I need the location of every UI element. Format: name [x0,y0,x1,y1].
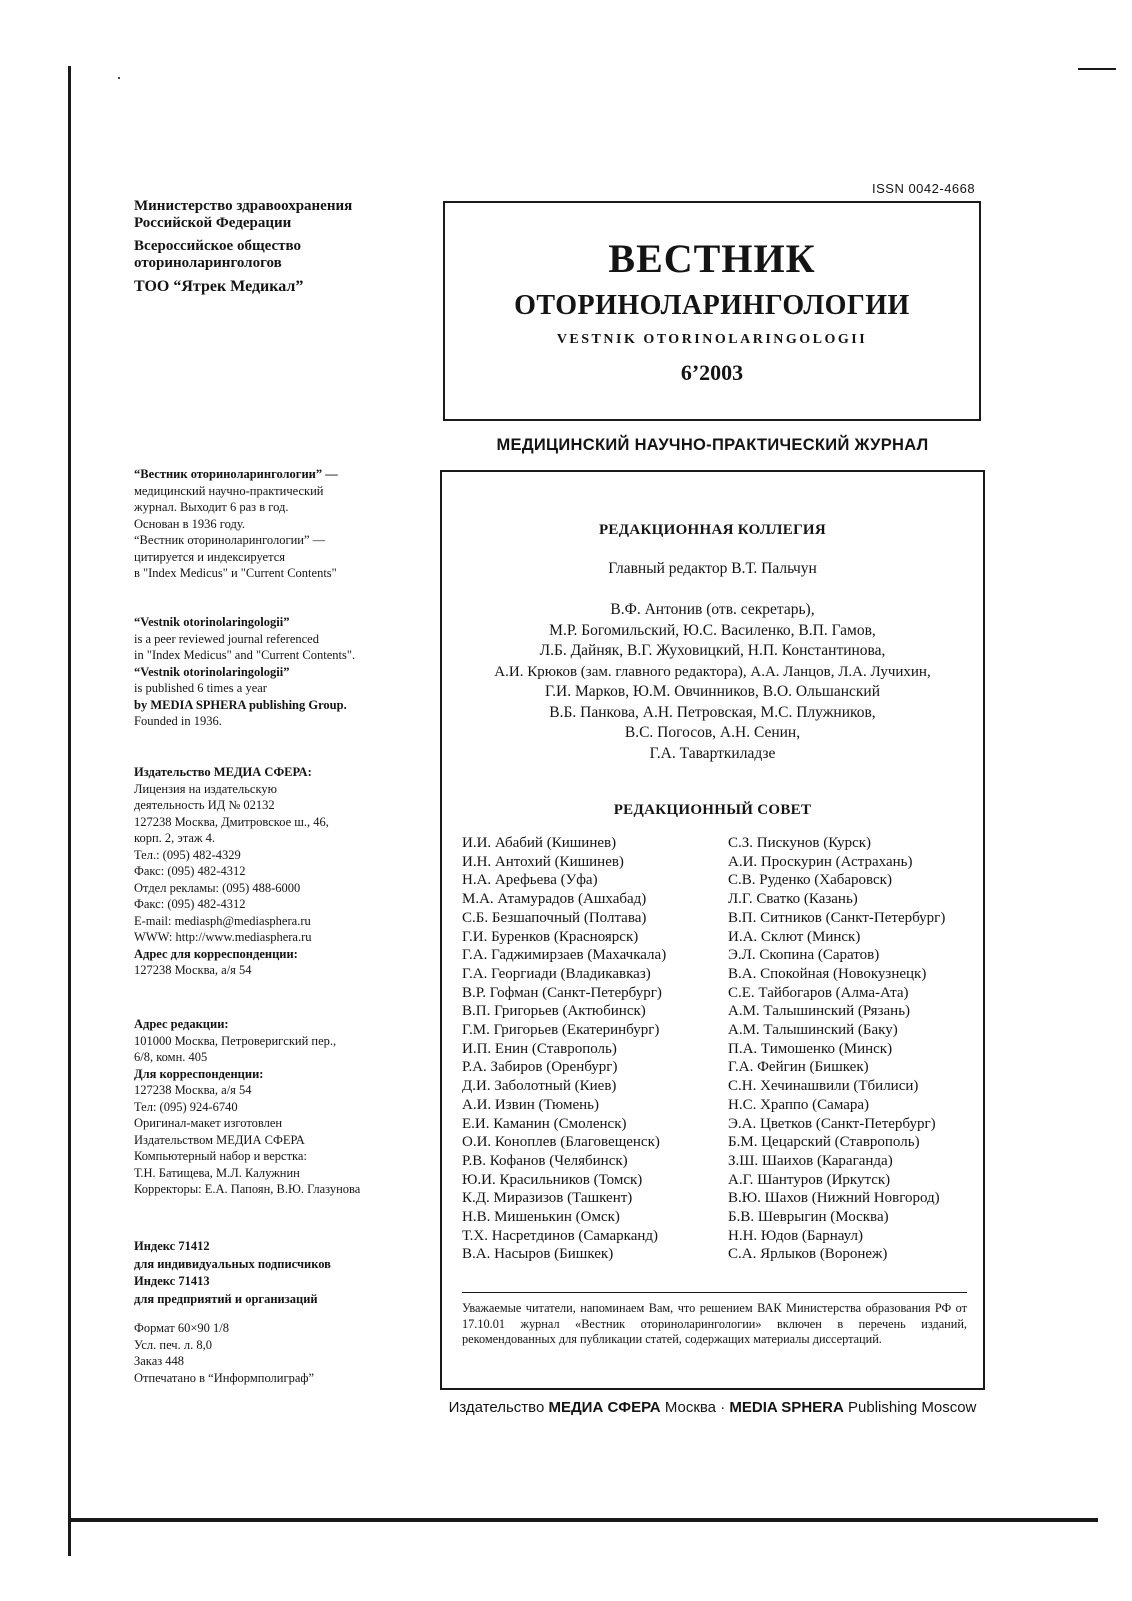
board-members-line: М.Р. Богомильский, Ю.С. Василенко, В.П. Гамов, [549,621,876,639]
council-left-column [462,834,666,1264]
about-en-line: in "Index Medicus" and "Current Contents". [134,648,356,662]
about-ru-line: медицинский научно-практический [134,483,324,498]
publisher-info-line: Факс: (095) 482-4312 [134,897,246,911]
publisher-info-line: 127238 Москва, а/я 54 [134,963,252,977]
board-members-line: В.Б. Панкова, А.Н. Петровская, М.С. Плужников, [549,703,876,721]
issue-number: 6’2003 [680,360,744,385]
council-member: Н.А. Арефьева (Уфа) [462,872,598,889]
board-members-line: В.С. Погосов, А.Н. Сенин, [624,724,801,741]
editorial-address-line: Корректоры: Е.А. Папоян, В.Ю. Глазунова [134,1182,361,1196]
board-members-line: В.Ф. Антонив (отв. секретарь), [610,601,815,618]
council-member: Б.М. Цецарский (Ставрополь) [728,1134,920,1151]
print-info-line: Заказ 448 [134,1354,185,1368]
council-member: О.И. Коноплев (Благовещенск) [462,1134,660,1151]
board-members-line: Г.И. Марков, Ю.М. Овчинников, В.О. Ольшанский [544,683,881,700]
council-member: Н.В. Мишенькин (Омск) [462,1209,620,1226]
council-member: А.И. Извин (Тюмень) [462,1096,599,1113]
about-ru-line: в "Index Medicus" и "Current Contents" [134,566,337,580]
issn-number: ISSN 0042-4668 [872,181,976,196]
editorial-address-line: 6/8, комн. 405 [134,1050,208,1064]
council-member: М.А. Атамурадов (Ашхабад) [462,891,647,908]
print-info-line: Усл. печ. л. 8,0 [134,1337,212,1352]
council-member: С.Б. Безшапочный (Полтава) [462,909,647,926]
index-line: для индивидуальных подписчиков [134,1256,331,1271]
scan-border-bottom [68,1518,1098,1522]
about-ru-line: Основан в 1936 году. [134,516,245,531]
publisher-name-en: MEDIA SPHERA [729,1399,844,1416]
publisher-prefix: Издательство [448,1399,545,1416]
founder-line: ТОО “Ятрек Медикал” [134,278,304,295]
publisher-city-ru: Москва · [664,1399,726,1416]
council-member: З.Ш. Шаихов (Караганда) [728,1152,893,1169]
journal-type: МЕДИЦИНСКИЙ НАУЧНО-ПРАКТИЧЕСКИЙ ЖУРНАЛ [496,436,929,454]
print-info-line: Отпечатано в “Информполиграф” [134,1370,315,1385]
publisher-suffix: Publishing Moscow [848,1399,977,1416]
board-members-line: Г.А. Таварткиладзе [649,744,776,762]
editorial-council-heading: РЕДАКЦИОННЫЙ СОВЕТ [613,802,812,818]
about-en-line: “Vestnik otorinolaringologii” [134,664,290,679]
journal-subtitle: ОТОРИНОЛАРИНГОЛОГИИ [514,290,910,321]
publisher-info-block [134,764,434,979]
about-en-line: by MEDIA SPHERA publishing Group. [134,697,347,712]
publisher-info-line: Отдел рекламы: (095) 488-6000 [134,880,301,895]
editorial-address-line: Оригинал-макет изготовлен [134,1116,283,1130]
council-member: Н.Н. Юдов (Барнаул) [728,1227,863,1244]
founders-block [134,198,434,295]
publisher-info-line: E-mail: mediasph@mediasphera.ru [134,913,311,928]
council-member: В.П. Ситников (Санкт-Петербург) [728,909,946,926]
print-info-block [134,1320,434,1386]
publisher-info-line: Издательство МЕДИА СФЕРА: [134,765,312,779]
about-ru-line: журнал. Выходит 6 раз в год. [134,500,289,514]
journal-latin-title: VESTNIK OTORINOLARINGOLOGII [556,332,868,347]
editorial-address-line: Тел: (095) 924-6740 [134,1099,238,1114]
council-member: В.А. Насыров (Бишкек) [462,1246,614,1263]
council-member: А.И. Проскурин (Астрахань) [728,853,913,870]
subscription-index-block [134,1238,434,1308]
about-en-line: “Vestnik otorinolaringologii” [134,615,290,629]
editorial-address-line: 127238 Москва, а/я 54 [134,1083,252,1097]
journal-title: ВЕСТНИК [608,236,816,281]
council-member: Ю.И. Красильников (Томск) [462,1171,643,1188]
scan-speck [118,77,120,79]
editorial-board-members [442,600,983,764]
editorial-board-heading: РЕДАКЦИОННАЯ КОЛЛЕГИЯ [598,522,827,538]
chief-editor: Главный редактор В.Т. Пальчун [608,560,817,577]
founder-line: Российской Федерации [134,215,292,231]
index-line: Индекс 71412 [134,1239,210,1253]
scan-mark-top-right [1078,68,1116,70]
publisher-name-ru: МЕДИА СФЕРА [548,1399,661,1416]
council-member: Л.Г. Сватко (Казань) [728,891,858,908]
council-member: Н.С. Храппо (Самара) [728,1096,870,1113]
council-member: Д.И. Заболотный (Киев) [462,1078,617,1095]
council-member: И.А. Склют (Минск) [728,928,861,945]
council-member: В.П. Григорьев (Актюбинск) [462,1003,646,1020]
about-en-line: is published 6 times a year [134,681,267,695]
council-member: С.Е. Тайбогаров (Алма-Ата) [728,984,909,1001]
index-line: Индекс 71413 [134,1274,210,1288]
council-member: В.Ю. Шахов (Нижний Новгород) [728,1190,940,1207]
founder-line: Всероссийское общество [134,238,301,254]
council-member: Р.В. Кофанов (Челябинск) [462,1152,628,1169]
about-ru-line: “Вестник оториноларингологии” — [134,467,338,481]
founder-line: оториноларингологов [134,255,282,271]
council-member: В.Р. Гофман (Санкт-Петербург) [462,984,662,1001]
publisher-info-line: Адрес для корреспонденции: [134,946,298,961]
index-line: для предприятий и организаций [134,1291,318,1306]
council-member: Б.В. Шеврыгин (Москва) [728,1209,889,1226]
editorial-address-line: Т.Н. Батищева, М.Л. Калужнин [134,1165,300,1180]
about-en-line: Founded in 1936. [134,714,222,728]
editorial-address-line: Компьютерный набор и верстка: [134,1149,307,1163]
about-ru-line: цитируется и индексируется [134,549,286,564]
council-member: Г.А. Гаджимирзаев (Махачкала) [462,947,667,964]
council-member: С.А. Ярлыков (Воронеж) [728,1246,888,1263]
council-member: А.Г. Шантуров (Иркутск) [728,1171,891,1188]
council-member: Г.М. Григорьев (Екатеринбург) [462,1022,660,1039]
publisher-info-line: WWW: http://www.mediasphera.ru [134,930,312,944]
council-member: С.В. Руденко (Хабаровск) [728,872,892,889]
council-member: Г.А. Георгиади (Владикавказ) [462,965,651,982]
publisher-info-line: Лицензия на издательскую [134,781,277,796]
council-right-column [728,834,945,1264]
masthead-box [443,201,981,421]
council-member: П.А. Тимошенко (Минск) [728,1040,893,1057]
publisher-info-line: корп. 2, этаж 4. [134,831,216,845]
council-member: И.Н. Антохий (Кишинев) [462,853,624,870]
council-member: С.З. Пискунов (Курск) [728,835,872,851]
council-member: Э.Л. Скопина (Саратов) [728,947,880,964]
council-member: С.Н. Хечинашвили (Тбилиси) [728,1078,919,1095]
editorial-board-box [440,470,985,1390]
council-member: А.М. Талышинский (Рязань) [728,1003,911,1020]
council-member: В.А. Спокойная (Новокузнецк) [728,965,927,982]
publisher-info-line: 127238 Москва, Дмитровское ш., 46, [134,814,329,829]
publisher-info-line: Тел.: (095) 482-4329 [134,847,241,862]
board-members-line: Л.Б. Дайняк, В.Г. Жуховицкий, Н.П. Константинова, [539,642,886,659]
board-members-line: А.И. Крюков (зам. главного редактора), А.А. Ланцов, Л.А. Лучихин, [494,663,931,680]
editorial-address-line: Издательством МЕДИА СФЕРА [134,1132,305,1147]
vak-notice: Уважаемые читатели, напоминаем Вам, что решением ВАК Министерства образования РФ от 17.10.01 журнал «Вестник оториноларингологии» включен в перечень изданий, рекомендованных для публикации статей, содержащих материалы диссертаций. [462,1292,967,1348]
about-ru-block [134,466,434,582]
council-member: Т.Х. Насретдинов (Самарканд) [462,1227,659,1244]
about-en-line: is a peer reviewed journal referenced [134,631,319,646]
print-info-line: Формат 60×90 1/8 [134,1321,229,1335]
council-member: Р.А. Забиров (Оренбург) [462,1059,618,1076]
about-ru-line: “Вестник оториноларингологии” — [134,533,326,547]
council-member: Е.И. Каманин (Смоленск) [462,1115,627,1132]
council-member: Г.И. Буренков (Красноярск) [462,928,639,945]
editorial-address-line: 101000 Москва, Петроверигский пер., [134,1033,337,1048]
publisher-footer [440,1399,985,1416]
founder-line: Министерство здравоохранения [134,198,353,214]
council-member: Э.А. Цветков (Санкт-Петербург) [728,1115,936,1132]
council-member: И.И. Абабий (Кишинев) [462,835,617,851]
editorial-address-line: Адрес редакции: [134,1017,229,1031]
editorial-address-block [134,1016,434,1198]
publisher-info-line: деятельность ИД № 02132 [134,798,275,812]
about-en-block [134,614,434,730]
council-member: А.М. Талышинский (Баку) [728,1022,898,1039]
editorial-address-line: Для корреспонденции: [134,1066,264,1081]
publisher-info-line: Факс: (095) 482-4312 [134,864,246,878]
council-member: И.П. Енин (Ставрополь) [462,1040,617,1057]
council-member: Г.А. Фейгин (Бишкек) [728,1059,869,1076]
council-member: К.Д. Миразизов (Ташкент) [462,1190,633,1207]
scan-border-left [68,66,71,1556]
